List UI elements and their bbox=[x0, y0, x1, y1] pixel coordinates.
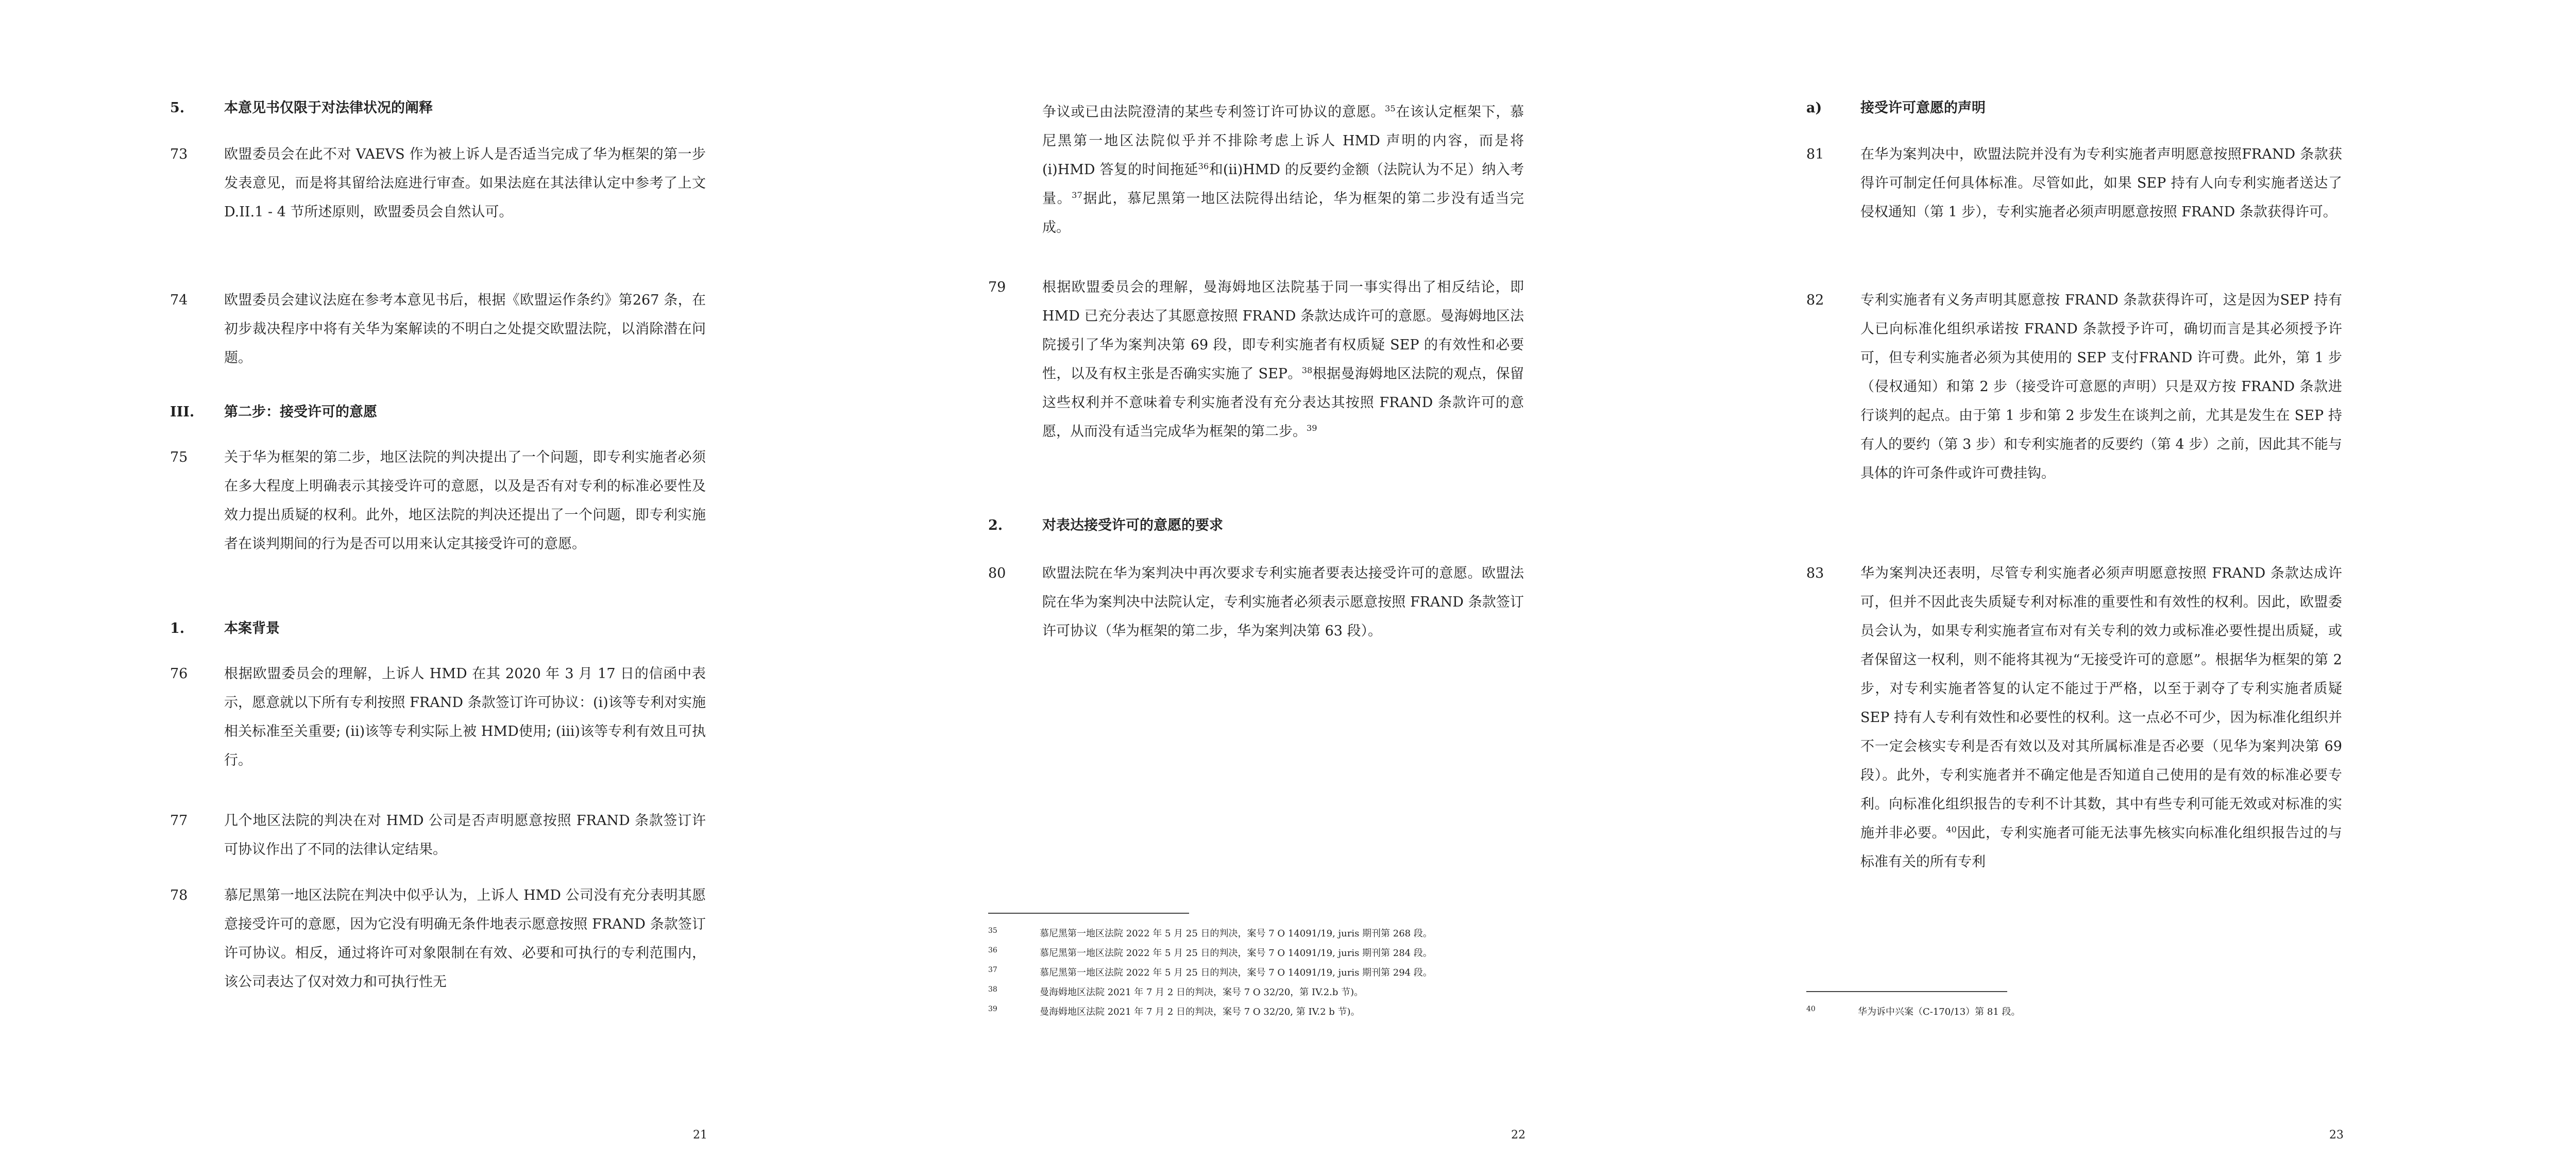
continued-paragraph-text: 争议或已由法院澄清的某些专利签订许可协议的意愿。$^{35}$在该认定框架下，慕尼黑第一地区法院似乎并不排除考虑上诉人 HMD 声明的内容，而是将(i)HMD 答复的时间拖延$^{36}$和(ii)HMD 的反要约金额（法院认为不足）纳入考量。$^{37}$据此，慕尼黑第一地区法院得出结论，华为框架的第二步没有适当完成。 bbox=[1042, 104, 1524, 236]
heading-text: 接受许可意愿的声明 bbox=[1860, 100, 1986, 116]
footnote-number: 36 bbox=[988, 946, 997, 954]
footnote bbox=[988, 924, 1524, 944]
heading-number: III. bbox=[170, 404, 195, 420]
heading-text: 本意见书仅限于对法律状况的阐释 bbox=[224, 100, 433, 116]
footnote-text: 华为诉中兴案（C-170/13）第 81 段。 bbox=[1858, 1007, 2021, 1017]
document-page-23 bbox=[1636, 0, 2454, 1157]
paragraph-text: 几个地区法院的判决在对 HMD 公司是否声明愿意按照 FRAND 条款签订许可协议作出了不同的法律认定结果。 bbox=[224, 813, 706, 858]
paragraph-number: 81 bbox=[1806, 146, 1824, 162]
footnote-number: 35 bbox=[988, 927, 997, 935]
footnote-text: 慕尼黑第一地区法院 2022 年 5 月 25 日的判决，案号 7 O 14091/19, juris 期刊第 284 段。 bbox=[1040, 948, 1432, 959]
footnote-text: 曼海姆地区法院 2021 年 7 月 2 日的判决，案号 7 O 32/20, 第 IV.2 b 节)。 bbox=[1040, 1007, 1360, 1017]
footnote-separator bbox=[1806, 991, 2007, 992]
footnote-text: 慕尼黑第一地区法院 2022 年 5 月 25 日的判决，案号 7 O 14091/19, juris 期刊第 294 段。 bbox=[1040, 967, 1432, 978]
heading-text: 第二步：接受许可的意愿 bbox=[224, 404, 377, 420]
footnote-text: 曼海姆地区法院 2021 年 7 月 2 日的判决，案号 7 O 32/20，第 IV.2.b 节)。 bbox=[1040, 987, 1364, 998]
paragraph-text: 根据欧盟委员会的理解，上诉人 HMD 在其 2020 年 3 月 17 日的信函中表示，愿意就以下所有专利按照 FRAND 条款签订许可协议：(i)该等专利对实施相关标准至关重要; (ii)该等专利实际上被 HMD使用; (iii)该等专利有效且可执行。 bbox=[224, 666, 706, 768]
document-page-24 bbox=[2454, 0, 2576, 1157]
footnote bbox=[1806, 1002, 2342, 1022]
paragraph-number: 77 bbox=[170, 813, 188, 829]
footnote-number: 39 bbox=[988, 1005, 997, 1013]
paragraph-text: 关于华为框架的第二步，地区法院的判决提出了一个问题，即专利实施者必须在多大程度上明确表示其接受许可的意愿，以及是否有对专利的标准必要性及效力提出质疑的权利。此外，地区法院的判决还提出了一个问题，即专利实施者在谈判期间的行为是否可以用来认定其接受许可的意愿。 bbox=[224, 449, 706, 552]
paragraph-number: 79 bbox=[988, 279, 1006, 295]
paragraph-number: 76 bbox=[170, 666, 188, 682]
heading-number: 2. bbox=[988, 517, 1003, 533]
footnote-text: 慕尼黑第一地区法院 2022 年 5 月 25 日的判决，案号 7 O 14091/19, juris 期刊第 268 段。 bbox=[1040, 928, 1432, 939]
paragraph-text: 欧盟委员会在此不对 VAEVS 作为被上诉人是否适当完成了华为框架的第一步发表意见，而是将其留给法庭进行审查。如果法庭在其法律认定中参考了上文 D.II.1 - 4 节所述原则，欧盟委员会自然认可。 bbox=[224, 146, 706, 220]
page-content bbox=[0, 0, 818, 1157]
paragraph-number: 75 bbox=[170, 449, 188, 465]
paragraph-number: 78 bbox=[170, 887, 188, 903]
page-content bbox=[1636, 0, 2454, 1157]
footnote bbox=[988, 1002, 1524, 1022]
paragraph-text: 华为案判决还表明，尽管专利实施者必须声明愿意按照 FRAND 条款达成许可，但并不因此丧失质疑专利对标准的重要性和有效性的权利。因此，欧盟委员会认为，如果专利实施者宣布对有关专利的效力或标准必要性提出质疑，或者保留这一权利，则不能将其视为“无接受许可的意愿”。根据华为框架的第 2 步，对专利实施者答复的认定不能过于严格，以至于剥夺了专利实施者质疑 SEP 持有人专利有效性和必要性的权利。这一点必不可少，因为标准化组织并不一定会核实专利是否有效以及对其所属标准是否必要（见华为案判决第 69 段）。此外，专利实施者并不确定他是否知道自己使用的是有效的标准必要专利。向标准化组织报告的专利不计其数，其中有些专利可能无效或对标准的实施并非必要。$^{40}$因此，专利实施者可能无法事先核实向标准化组织报告过的与标准有关的所有专利 bbox=[1860, 565, 2343, 870]
document-page-22 bbox=[818, 0, 1636, 1157]
page-number: 23 bbox=[2329, 1129, 2344, 1142]
heading-number: a) bbox=[1806, 100, 1822, 116]
paragraph-text: 欧盟法院在华为案判决中再次要求专利实施者要表达接受许可的意愿。欧盟法院在华为案判决中法院认定，专利实施者必须表示愿意按照 FRAND 条款签订许可协议（华为框架的第二步，华为案判决第 63 段）。 bbox=[1042, 565, 1524, 639]
paragraph-number: 82 bbox=[1806, 292, 1824, 308]
page-content bbox=[2454, 0, 2576, 1157]
paragraph-number: 83 bbox=[1806, 565, 1824, 581]
footnote bbox=[988, 983, 1524, 1002]
paragraph-text: 根据欧盟委员会的理解，曼海姆地区法院基于同一事实得出了相反结论，即 HMD 已充分表达了其愿意按照 FRAND 条款达成许可的意愿。曼海姆地区法院援引了华为案判决第 69 段，即专利实施者有权质疑 SEP 的有效性和必要性，以及有权主张是否确实实施了 SEP。$^{38}$根据曼海姆地区法院的观点，保留这些权利并不意味着专利实施者没有充分表达其按照 FRAND 条款许可的意愿，从而没有适当完成华为框架的第二步。$^{39}$ bbox=[1042, 279, 1524, 440]
heading-text: 本案背景 bbox=[224, 621, 280, 636]
page-number: 22 bbox=[1511, 1129, 1526, 1142]
paragraph-number: 73 bbox=[170, 146, 188, 162]
paragraph-text: 在华为案判决中，欧盟法院并没有为专利实施者声明愿意按照FRAND 条款获得许可制定任何具体标准。尽管如此，如果 SEP 持有人向专利实施者送达了侵权通知（第 1 步），专利实施者必须声明愿意按照 FRAND 条款获得许可。 bbox=[1860, 146, 2342, 220]
paragraph-text: 专利实施者有义务声明其愿意按 FRAND 条款获得许可，这是因为SEP 持有人已向标准化组织承诺按 FRAND 条款授予许可，确切而言是其必须授予许可，但专利实施者必须为其使用的 SEP 支付FRAND 许可费。此外，第 1 步（侵权通知）和第 2 步（接受许可意愿的声明）只是双方按 FRAND 条款进行谈判的起点。由于第 1 步和第 2 步发生在谈判之前，尤其是发生在 SEP 持有人的要约（第 3 步）和专利实施者的反要约（第 4 步）之前，因此其不能与具体的许可条件或许可费挂钩。 bbox=[1860, 292, 2342, 481]
footnote-number: 37 bbox=[988, 966, 997, 974]
page-number: 21 bbox=[693, 1129, 707, 1142]
heading-number: 5. bbox=[170, 100, 185, 116]
paragraph-number: 80 bbox=[988, 565, 1006, 581]
heading-text: 对表达接受许可的意愿的要求 bbox=[1042, 517, 1223, 533]
document-page-21 bbox=[0, 0, 818, 1157]
footnote bbox=[988, 963, 1524, 983]
page-content bbox=[818, 0, 1636, 1157]
footnotes bbox=[988, 924, 1524, 1022]
footnotes bbox=[1806, 1002, 2342, 1022]
paragraph-text: 慕尼黑第一地区法院在判决中似乎认为，上诉人 HMD 公司没有充分表明其愿意接受许可的意愿，因为它没有明确无条件地表示愿意按照 FRAND 条款签订许可协议。相反，通过将许可对象限制在有效、必要和可执行的专利范围内，该公司表达了仅对效力和可执行性无 bbox=[224, 887, 706, 990]
paragraph-number: 74 bbox=[170, 292, 188, 308]
footnote-separator bbox=[988, 913, 1189, 914]
heading-number: 1. bbox=[170, 621, 185, 636]
paragraph-text: 欧盟委员会建议法庭在参考本意见书后，根据《欧盟运作条约》第267 条，在初步裁决程序中将有关华为案解读的不明白之处提交欧盟法院，以消除潜在问题。 bbox=[224, 292, 706, 366]
footnote-number: 40 bbox=[1806, 1005, 1816, 1013]
footnote-number: 38 bbox=[988, 985, 997, 994]
footnote bbox=[988, 944, 1524, 963]
